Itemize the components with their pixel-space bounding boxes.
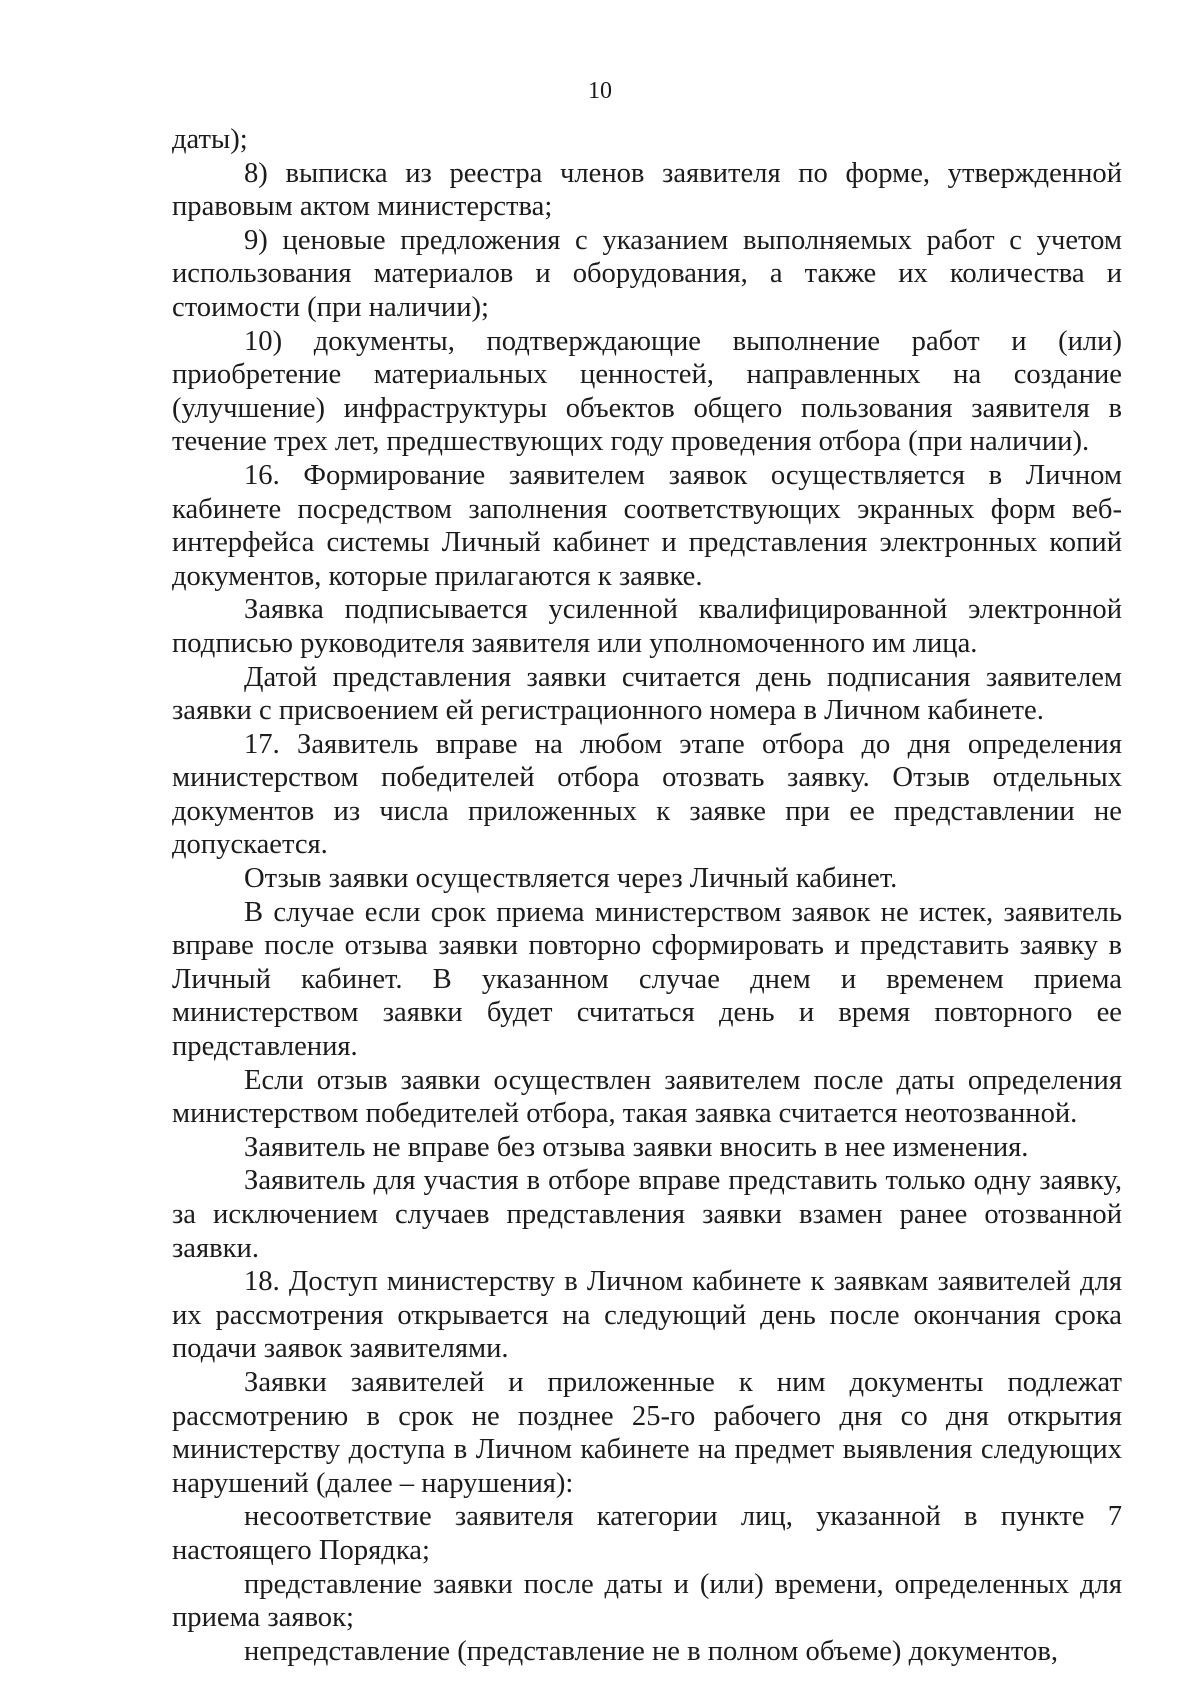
paragraph-late-withdrawal: Если отзыв заявки осуществлен заявителем после даты определения министерством победителей отбора, такая заявка считается неотозванной. — [172, 1064, 1122, 1130]
paragraph-violation-incomplete: непредставление (представление не в полном объеме) документов, — [244, 1635, 1058, 1667]
document-body — [172, 123, 1122, 1668]
paragraph-violation-late: представление заявки после даты и (или) времени, определенных для приема заявок; — [172, 1568, 1122, 1634]
paragraph-item-8: 8) выписка из реестра членов заявителя по форме, утвержденной правовым актом министерства; — [172, 157, 1122, 223]
paragraph-continuation: даты); — [172, 124, 248, 155]
paragraph-clause-18: 18. Доступ министерству в Личном кабинете к заявкам заявителей для их рассмотрения открывается на следующий день после окончания срока подачи заявок заявителями. — [172, 1266, 1122, 1365]
paragraph-resubmission: В случае если срок приема министерством заявок не истек, заявитель вправе после отзыва заявки повторно сформировать и представить заявку в Личный кабинет. В указанном случае днем и временем приема министерством заявки будет считаться день и время повторного ее представления. — [172, 896, 1122, 1063]
paragraph-submission-date: Датой представления заявки считается день подписания заявителем заявки с присвоением ей регистрационного номера в Личном кабинете. — [172, 661, 1122, 727]
paragraph-item-10: 10) документы, подтверждающие выполнение работ и (или) приобретение материальных ценностей, направленных на создание (улучшение) инфраструктуры объектов общего пользования заявителя в течение трех лет, предшествующих году проведения отбора (при наличии). — [172, 325, 1122, 458]
paragraph-clause-17: 17. Заявитель вправе на любом этапе отбора до дня определения министерством победителей отбора отозвать заявку. Отзыв отдельных документов из числа приложенных к заявке при ее представлении не допускается. — [172, 728, 1122, 861]
paragraph-no-changes: Заявитель не вправе без отзыва заявки вносить в нее изменения. — [244, 1131, 1029, 1163]
paragraph-withdrawal: Отзыв заявки осуществляется через Личный кабинет. — [244, 863, 898, 895]
page-number: 10 — [588, 78, 612, 104]
paragraph-item-9: 9) ценовые предложения с указанием выполняемых работ с учетом использования материалов и оборудования, а также их количества и стоимости (при наличии); — [172, 224, 1122, 323]
paragraph-review-period: Заявки заявителей и приложенные к ним документы подлежат рассмотрению в срок не позднее 25-го рабочего дня со дня открытия министерству доступа в Личном кабинете на предмет выявления следующих нарушений (далее – нарушения): — [172, 1366, 1122, 1499]
paragraph-clause-16: 16. Формирование заявителем заявок осуществляется в Личном кабинете посредством заполнения соответствующих экранных форм веб-интерфейса системы Личный кабинет и представления электронных копий документов, которые прилагаются к заявке. — [172, 459, 1122, 592]
paragraph-violation-category: несоответствие заявителя категории лиц, указанной в пункте 7 настоящего Порядка; — [172, 1501, 1122, 1566]
paragraph-single-application: Заявитель для участия в отборе вправе представить только одну заявку, за исключением случаев представления заявки взамен ранее отозванной заявки. — [172, 1165, 1122, 1264]
paragraph-signature: Заявка подписывается усиленной квалифицированной электронной подписью руководителя заявителя или уполномоченного им лица. — [172, 594, 1122, 659]
